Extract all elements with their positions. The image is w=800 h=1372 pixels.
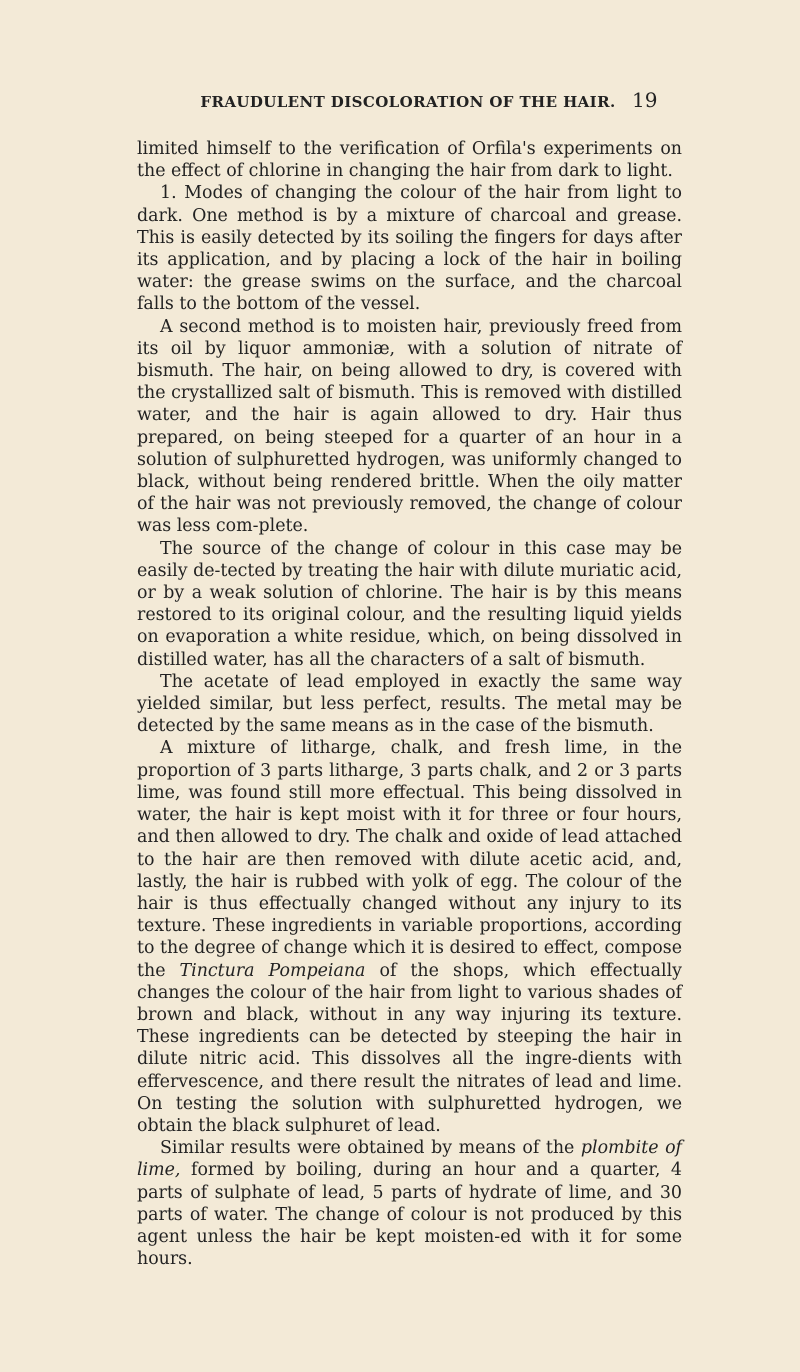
page-number: 19 [632,88,658,112]
plombite-intro: Similar results were obtained by means of the [160,1138,575,1159]
tinctura-text: of the shops, which effectually changes the colour of the hair from light to various shades of brown and black, without in any way injuring its texture. These ingredients can be detected by steeping the hair in dilute nitric acid. This dissolves all the ingre-dients with effervescence, and there result the nitrates of lead and lime. On testing the solution with sulphuretted hydrogen, we obtain the black sulphuret of lead. [137,960,682,1136]
tinctura-term: Tinctura Pompeiana [179,960,366,981]
paragraph-second-method: A second method is to moisten hair, previously freed from its oil by liquor ammoniæ, with a solution of nitrate of bismuth. The hair, on being allowed to dry, is covered with the crystallized salt of bismuth. This is removed with distilled water, and the hair is again allowed to dry. Hair thus prepared, on being steeped for a quarter of an hour in a solution of sulphuretted hydrogen, was uniformly changed to black, without being rendered brittle. When the oily matter of the hair was not previously removed, the change of colour was less com-plete. [137,316,682,537]
paragraph-acetate-lead: The acetate of lead employed in exactly the same way yielded similar, but less perfect, results. The metal may be detected by the same means as in the case of the bismuth. [137,671,682,737]
paragraph-source-detection: The source of the change of colour in this case may be easily de-tected by treating the hair with dilute muriatic acid, or by a weak solution of chlorine. The hair is by this means restored to its original colour, and the resulting liquid yields on evaporation a white residue, which, on being dissolved in distilled water, has all the characters of a salt of bismuth. [137,538,682,670]
litharge-text: A mixture of litharge, chalk, and fresh lime, in the proportion of 3 parts litharge, 3 parts chalk, and 2 or 3 parts lime, was found still more effectual. This being dissolved in water, the hair is kept moist with it for three or four hours, and then allowed to dry. The chalk and oxide of lead attached to the hair are then removed with dilute acetic acid, and, lastly, the hair is rubbed with yolk of egg. The colour of the hair is thus effectually changed without any injury to its texture. These ingredients in variable proportions, according to the degree of change which it is desired to effect, compose the [137,738,682,981]
plombite-term: plombite of lime, [137,1138,682,1181]
paragraph-litharge-mixture [137,737,682,1137]
paragraph-continuation: limited himself to the verification of Orfila's experiments on the effect of chlorine in changing the hair from dark to light. [137,139,682,182]
paragraph-plombite [137,1137,682,1270]
body-text [137,138,682,1270]
paragraph-modes: 1. Modes of changing the colour of the hair from light to dark. One method is by a mixture of charcoal and grease. This is easily detected by its soiling the fingers for days after its application, and by placing a lock of the hair in boiling water: the grease swims on the surface, and the charcoal falls to the bottom of the vessel. [137,183,682,315]
running-head: FRAUDULENT DISCOLORATION OF THE HAIR. [200,93,616,111]
plombite-text: formed by boiling, during an hour and a quarter, 4 parts of sulphate of lead, 5 parts of hydrate of lime, and 30 parts of water. The change of colour is not produced by this agent unless the hair be kept moisten-ed with it for some hours. [137,1160,682,1270]
